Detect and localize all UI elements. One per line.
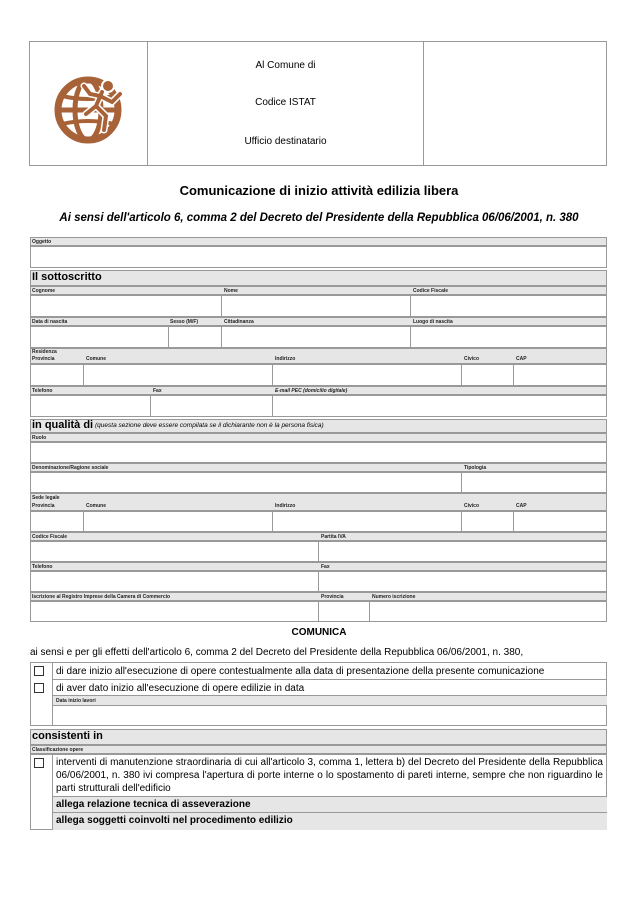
sede-civico-label: Civico — [464, 503, 480, 509]
cittadinanza-field[interactable] — [221, 326, 411, 348]
cap-field[interactable] — [513, 364, 607, 386]
data-nascita-field[interactable] — [30, 326, 169, 348]
header-divider-2 — [423, 41, 424, 166]
opt-manutenzione-checkbox[interactable] — [34, 758, 44, 768]
opt-manutenzione-label: interventi di manutenzione straordinaria di cui all'articolo 3, comma 1, lettera b) del Decreto del Presidente della Repubblica 06/06/2001, n. 380 ivi compresa l'apertura di porte interne o lo spostamento di pareti interne, sempre che non riguardino le parti strutturali dell'edificio — [56, 757, 603, 794]
consistenti-bar — [30, 729, 607, 745]
iscrizione-provincia-field[interactable] — [318, 601, 370, 622]
opt-contestuale-label: di dare inizio all'esecuzione di opere contestualmente alla data di presentazione della presente comunicazione — [56, 666, 545, 677]
codice-fiscale-field[interactable] — [410, 295, 607, 317]
sottoscritto-title: Il sottoscritto — [32, 271, 102, 283]
nome-label: Nome — [224, 288, 238, 294]
data-nascita-label: Data di nascita — [32, 319, 68, 325]
oggetto-bar — [30, 237, 607, 246]
societa-telefono-label: Telefono — [32, 564, 53, 570]
sede-civico-field[interactable] — [461, 511, 514, 532]
comune-field[interactable] — [83, 364, 273, 386]
qualita-title: in qualità di — [32, 419, 94, 431]
tipologia-label: Tipologia — [464, 465, 487, 471]
denominazione-field[interactable] — [30, 472, 462, 493]
societa-telefono-field[interactable] — [30, 571, 319, 592]
telefono-field[interactable] — [30, 395, 151, 417]
tel-fax-bar — [30, 562, 607, 571]
header-codice-istat: Codice ISTAT — [255, 97, 316, 108]
ruolo-field[interactable] — [30, 442, 607, 463]
iscrizione-provincia-label: Provincia — [321, 594, 344, 600]
oggetto-field[interactable] — [30, 246, 607, 268]
societa-cf-label: Codice Fiscale — [32, 534, 68, 540]
societa-fax-label: Fax — [321, 564, 330, 570]
sede-provincia-label: Provincia — [32, 503, 55, 509]
row1-label-bar — [30, 286, 607, 295]
data-inizio-bar — [53, 696, 607, 705]
qualita-note: (questa sezione deve essere compilata se il dichiarante non è la persona fisica) — [95, 422, 324, 429]
allega-soggetti-label: allega soggetti coinvolti nel procedimento edilizio — [56, 815, 293, 826]
iscrizione-field[interactable] — [30, 601, 319, 622]
header-al-comune: Al Comune di — [255, 60, 316, 71]
ruolo-label: Ruolo — [32, 435, 47, 441]
data-inizio-label: Data inizio lavori — [56, 698, 96, 704]
luogo-nascita-label: Luogo di nascita — [413, 319, 453, 325]
luogo-nascita-field[interactable] — [410, 326, 607, 348]
numero-iscrizione-field[interactable] — [369, 601, 607, 622]
indirizzo-label: Indirizzo — [275, 356, 296, 362]
sede-indirizzo-label: Indirizzo — [275, 503, 296, 509]
fax-label: Fax — [153, 388, 162, 394]
allega-relazione-label: allega relazione tecnica di asseverazione — [56, 799, 251, 810]
residenza-label: Residenza — [32, 349, 57, 355]
sottoscritto-bar — [30, 270, 607, 286]
partita-iva-field[interactable] — [318, 541, 607, 562]
civico-label: Civico — [464, 356, 480, 362]
civico-field[interactable] — [461, 364, 514, 386]
societa-fax-field[interactable] — [318, 571, 607, 592]
indirizzo-field[interactable] — [272, 364, 462, 386]
societa-cf-field[interactable] — [30, 541, 319, 562]
cap-label: CAP — [516, 356, 527, 362]
email-label: E-mail PEC (domicilio digitale) — [275, 388, 348, 394]
opt-gia-iniziato-checkbox[interactable] — [34, 683, 44, 693]
sede-legale-label: Sede legale — [32, 495, 60, 501]
opt-gia-iniziato-label: di aver dato inizio all'esecuzione di opere edilizie in data — [56, 683, 305, 694]
page-title: Comunicazione di inizio attività edilizia libera — [179, 183, 459, 198]
cognome-field[interactable] — [30, 295, 222, 317]
oggetto-label: Oggetto — [32, 239, 52, 245]
sede-indirizzo-field[interactable] — [272, 511, 462, 532]
globe-runner-logo-icon — [50, 72, 130, 144]
tipologia-field[interactable] — [461, 472, 607, 493]
sede-cap-field[interactable] — [513, 511, 607, 532]
comunica-title: COMUNICA — [291, 627, 347, 638]
sesso-label: Sesso (M/F) — [170, 319, 199, 325]
classificazione-bar — [30, 745, 607, 754]
page-subtitle: Ai sensi dell'articolo 6, comma 2 del Decreto del Presidente della Repubblica 06/06/2001, n. 380 — [59, 212, 579, 224]
consistenti-title: consistenti in — [32, 730, 103, 742]
sede-cap-label: CAP — [516, 503, 527, 509]
denominazione-label: Denominazione/Ragione sociale — [32, 465, 109, 471]
partita-iva-label: Partita IVA — [321, 534, 346, 540]
sede-comune-field[interactable] — [83, 511, 273, 532]
comune-label: Comune — [86, 356, 106, 362]
classificazione-label: Classificazione opere — [32, 747, 84, 753]
data-inizio-field[interactable] — [53, 706, 606, 725]
cf-piva-bar — [30, 532, 607, 541]
codice-fiscale-label: Codice Fiscale — [413, 288, 449, 294]
row2-label-bar — [30, 317, 607, 326]
sesso-field[interactable] — [168, 326, 222, 348]
cittadinanza-label: Cittadinanza — [224, 319, 254, 325]
cognome-label: Cognome — [32, 288, 56, 294]
iscrizione-label: Iscrizione al Registro Imprese della Camera di Commercio — [32, 594, 171, 600]
opt-contestuale-checkbox[interactable] — [34, 666, 44, 676]
comunica-row-divider-1 — [52, 679, 607, 680]
fax-field[interactable] — [150, 395, 273, 417]
header-ufficio: Ufficio destinatario — [244, 136, 327, 147]
numero-iscrizione-label: Numero iscrizione — [372, 594, 416, 600]
email-field[interactable] — [272, 395, 607, 417]
provincia-field[interactable] — [30, 364, 84, 386]
comunica-text: ai sensi e per gli effetti dell'articolo 6, comma 2 del Decreto del Presidente della Repubblica 06/06/2001, n. 380, — [30, 647, 524, 658]
denominazione-bar — [30, 463, 607, 472]
nome-field[interactable] — [221, 295, 411, 317]
provincia-label: Provincia — [32, 356, 55, 362]
telefono-label: Telefono — [32, 388, 53, 394]
ruolo-bar — [30, 433, 607, 442]
sede-provincia-field[interactable] — [30, 511, 84, 532]
sede-comune-label: Comune — [86, 503, 106, 509]
